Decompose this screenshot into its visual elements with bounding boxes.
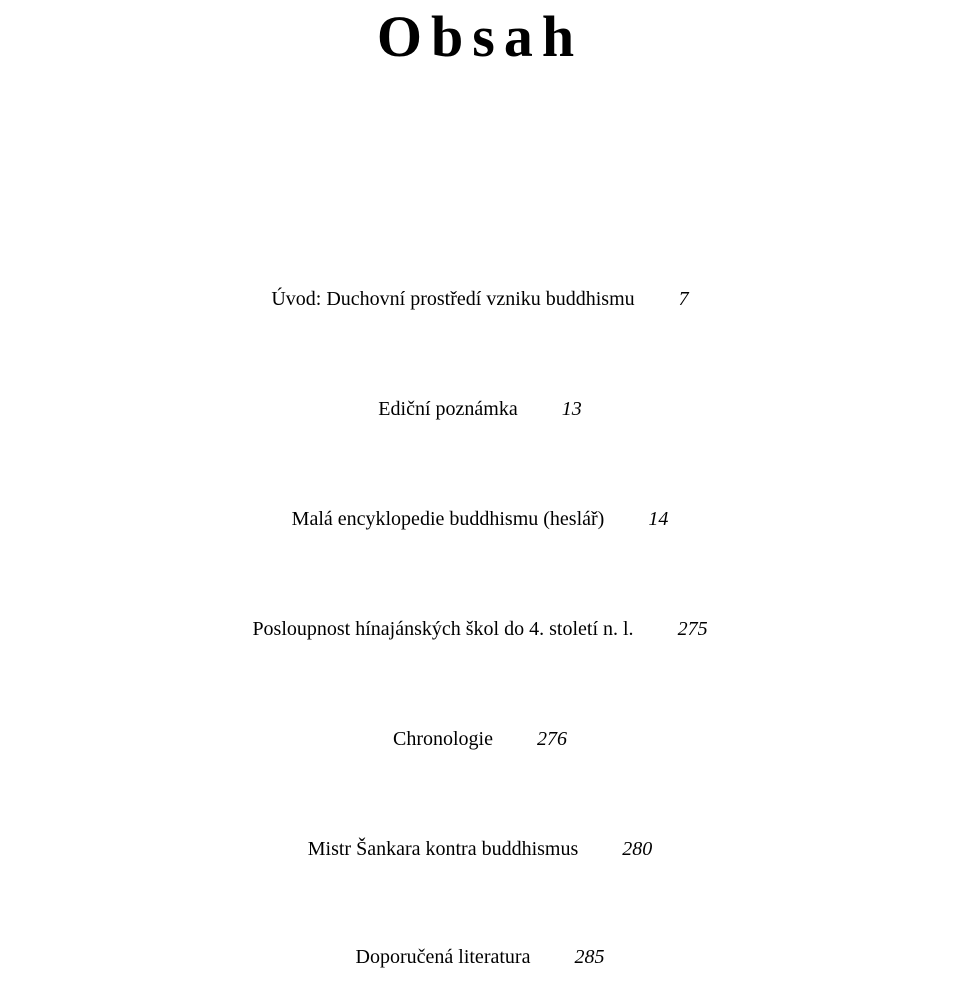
page-title: Obsah (376, 4, 584, 69)
toc-entry (0, 604, 960, 654)
toc-entry-title: Ediční poznámka (378, 398, 518, 420)
toc-entry-page: 14 (648, 508, 669, 530)
toc-entry-page: 276 (537, 728, 567, 750)
toc-entry (0, 274, 960, 324)
toc-entry-title: Chronologie (393, 728, 493, 750)
toc-entry (0, 494, 960, 544)
toc-entry-title: Mistr Šankara kontra buddhismus (307, 838, 579, 860)
toc-entry-page: 285 (574, 946, 605, 968)
toc-entry-title: Doporučená literatura (355, 946, 531, 968)
toc-entry (0, 714, 960, 764)
toc-entry-title: Úvod: Duchovní prostředí vzniku buddhismu (271, 288, 635, 310)
toc-entry (0, 824, 960, 874)
toc-entry-title: Posloupnost hínajánských škol do 4. století n. l. (252, 618, 634, 640)
toc-entry-page: 13 (561, 398, 582, 420)
toc-entry-page: 7 (678, 288, 689, 310)
toc-entry (0, 384, 960, 434)
toc-entry-page: 275 (677, 618, 708, 640)
toc-entry-page: 280 (622, 838, 653, 860)
toc-entry-title: Malá encyklopedie buddhismu (heslář) (291, 508, 605, 530)
toc-entry (0, 932, 960, 982)
